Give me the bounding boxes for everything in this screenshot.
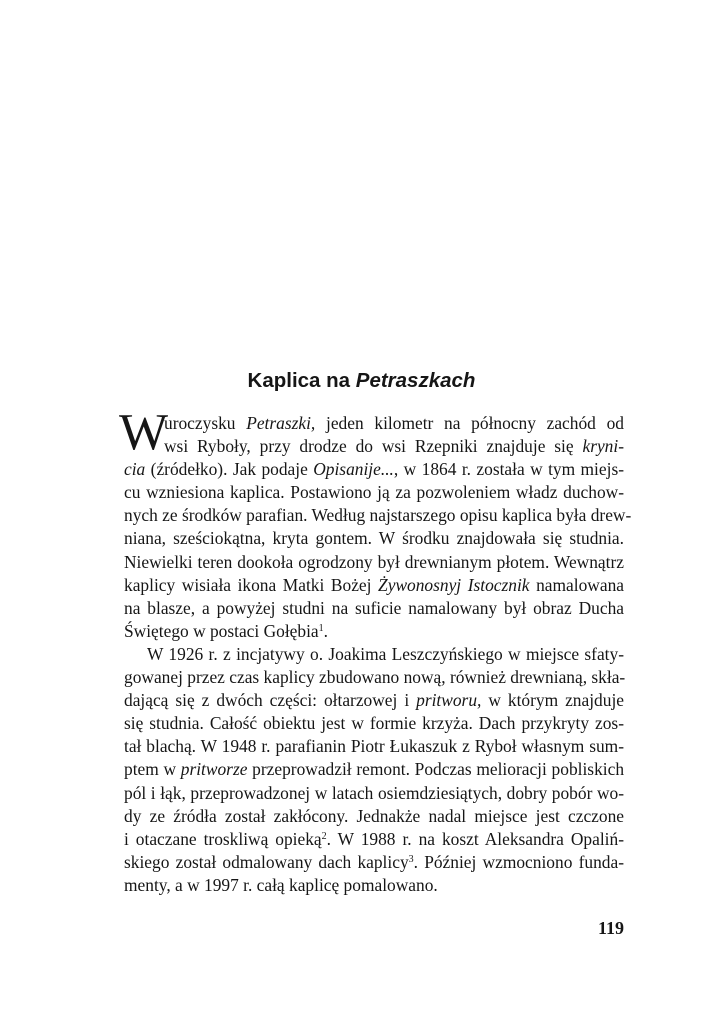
text-line (124, 620, 624, 643)
text-run: (źródełko). Jak podaje (145, 459, 314, 480)
text-line (124, 412, 624, 435)
text-line (124, 527, 624, 550)
italic-text: pritworu, (416, 690, 482, 711)
text-run: . (323, 620, 328, 641)
text-line (124, 666, 624, 689)
text-line (124, 689, 624, 712)
text-run: uroczysku (164, 413, 247, 433)
italic-text: pritworze (180, 759, 248, 780)
footnote-ref: 1 (318, 622, 324, 634)
text-run: nych ze środków parafian. Według najstarszego opisu kaplica była drew- (124, 505, 632, 526)
paragraph-1 (119, 404, 632, 643)
text-run: skiego został odmalowany dach kaplicy (124, 851, 409, 872)
chapter-title-italic: Petraszkach (355, 369, 476, 392)
text-line (124, 574, 624, 597)
text-line (124, 851, 624, 874)
text-run: ptem w (124, 759, 181, 780)
text-line (124, 805, 624, 828)
italic-text: Opisanije... (313, 459, 394, 480)
text-run: w którym znajduje (481, 690, 624, 711)
text-line (124, 874, 624, 897)
page-number: 119 (597, 918, 624, 938)
text-line (124, 597, 624, 620)
text-line (124, 458, 624, 481)
text-run: niana, sześciokątna, kryta gontem. W środku znajdowała się studnia. (124, 528, 624, 549)
text-run: cu wzniesiona kaplica. Postawiono ją za pozwoleniem władz duchow- (124, 482, 624, 503)
footnote-ref: 3 (408, 853, 414, 865)
chapter-title (0, 368, 723, 394)
text-run: wsi Ryboły, przy drodze do wsi Rzepniki znajduje się (164, 436, 583, 457)
text-run: gowanej przez czas kaplicy zbudowano nową, również drewnianą, skła- (124, 667, 626, 688)
text-run: kaplicy wisiała ikona Matki Bożej (124, 574, 379, 595)
text-run: W 1926 r. z incjatywy o. Joakima Leszczyńskiego w miejsce sfaty- (147, 643, 624, 664)
chapter-title-main: Kaplica na (247, 369, 356, 392)
text-line (124, 435, 624, 458)
text-run: Niewielki teren dookoła ogrodzony był drewnianym płotem. Wewnątrz (124, 551, 624, 572)
text-run: tał blachą. W 1948 r. parafianin Piotr Łukaszuk z Ryboł własnym sum- (124, 736, 624, 757)
text-line (124, 782, 624, 805)
italic-text: cia (124, 459, 146, 480)
text-run: dy ze źródła został zakłócony. Jednakże nadal miejsce jest czczone (124, 805, 624, 826)
text-run: namalowana (529, 574, 624, 595)
text-run: dającą się z dwóch części: ołtarzowej i (124, 690, 417, 711)
text-run: menty, a w 1997 r. całą kaplicę pomalowano. (124, 874, 438, 895)
italic-text: kryni- (582, 436, 624, 457)
text-line (124, 504, 632, 527)
footnote-ref: 2 (321, 830, 327, 842)
text-line (124, 551, 624, 574)
text-run: przeprowadził remont. Podczas melioracji pobliskich (247, 759, 625, 780)
text-run: na blasze, a powyżej studni na suficie namalowany był obraz Ducha (124, 597, 624, 618)
text-line (124, 712, 624, 735)
text-run: i otaczane troskliwą opieką (124, 828, 322, 849)
text-run: , w 1864 r. została w tym miejs- (393, 459, 625, 480)
chapter-body (119, 404, 632, 897)
text-run: pól i łąk, przeprowadzonej w latach osiemdziesiątych, dobry pobór wo- (124, 782, 624, 803)
text-line (124, 735, 624, 758)
text-line (124, 758, 624, 781)
paragraph-2 (124, 643, 624, 897)
text-line (124, 643, 624, 666)
text-run: . W 1988 r. na koszt Aleksandra Opaliń- (326, 828, 624, 849)
text-run: jeden kilometr na północny zachód od (315, 413, 624, 433)
drop-cap: W (119, 404, 169, 461)
text-line (124, 481, 624, 504)
text-line (124, 828, 624, 851)
italic-text: Petraszki, (246, 413, 316, 433)
text-run: Świętego w postaci Gołębia (124, 620, 319, 641)
text-run: . Później wzmocniono funda- (413, 851, 624, 872)
text-run: się studnia. Całość obiektu jest w formie krzyża. Dach przykryty zos- (124, 713, 624, 734)
italic-text: Żywonosnyj Istocznik (378, 574, 530, 595)
